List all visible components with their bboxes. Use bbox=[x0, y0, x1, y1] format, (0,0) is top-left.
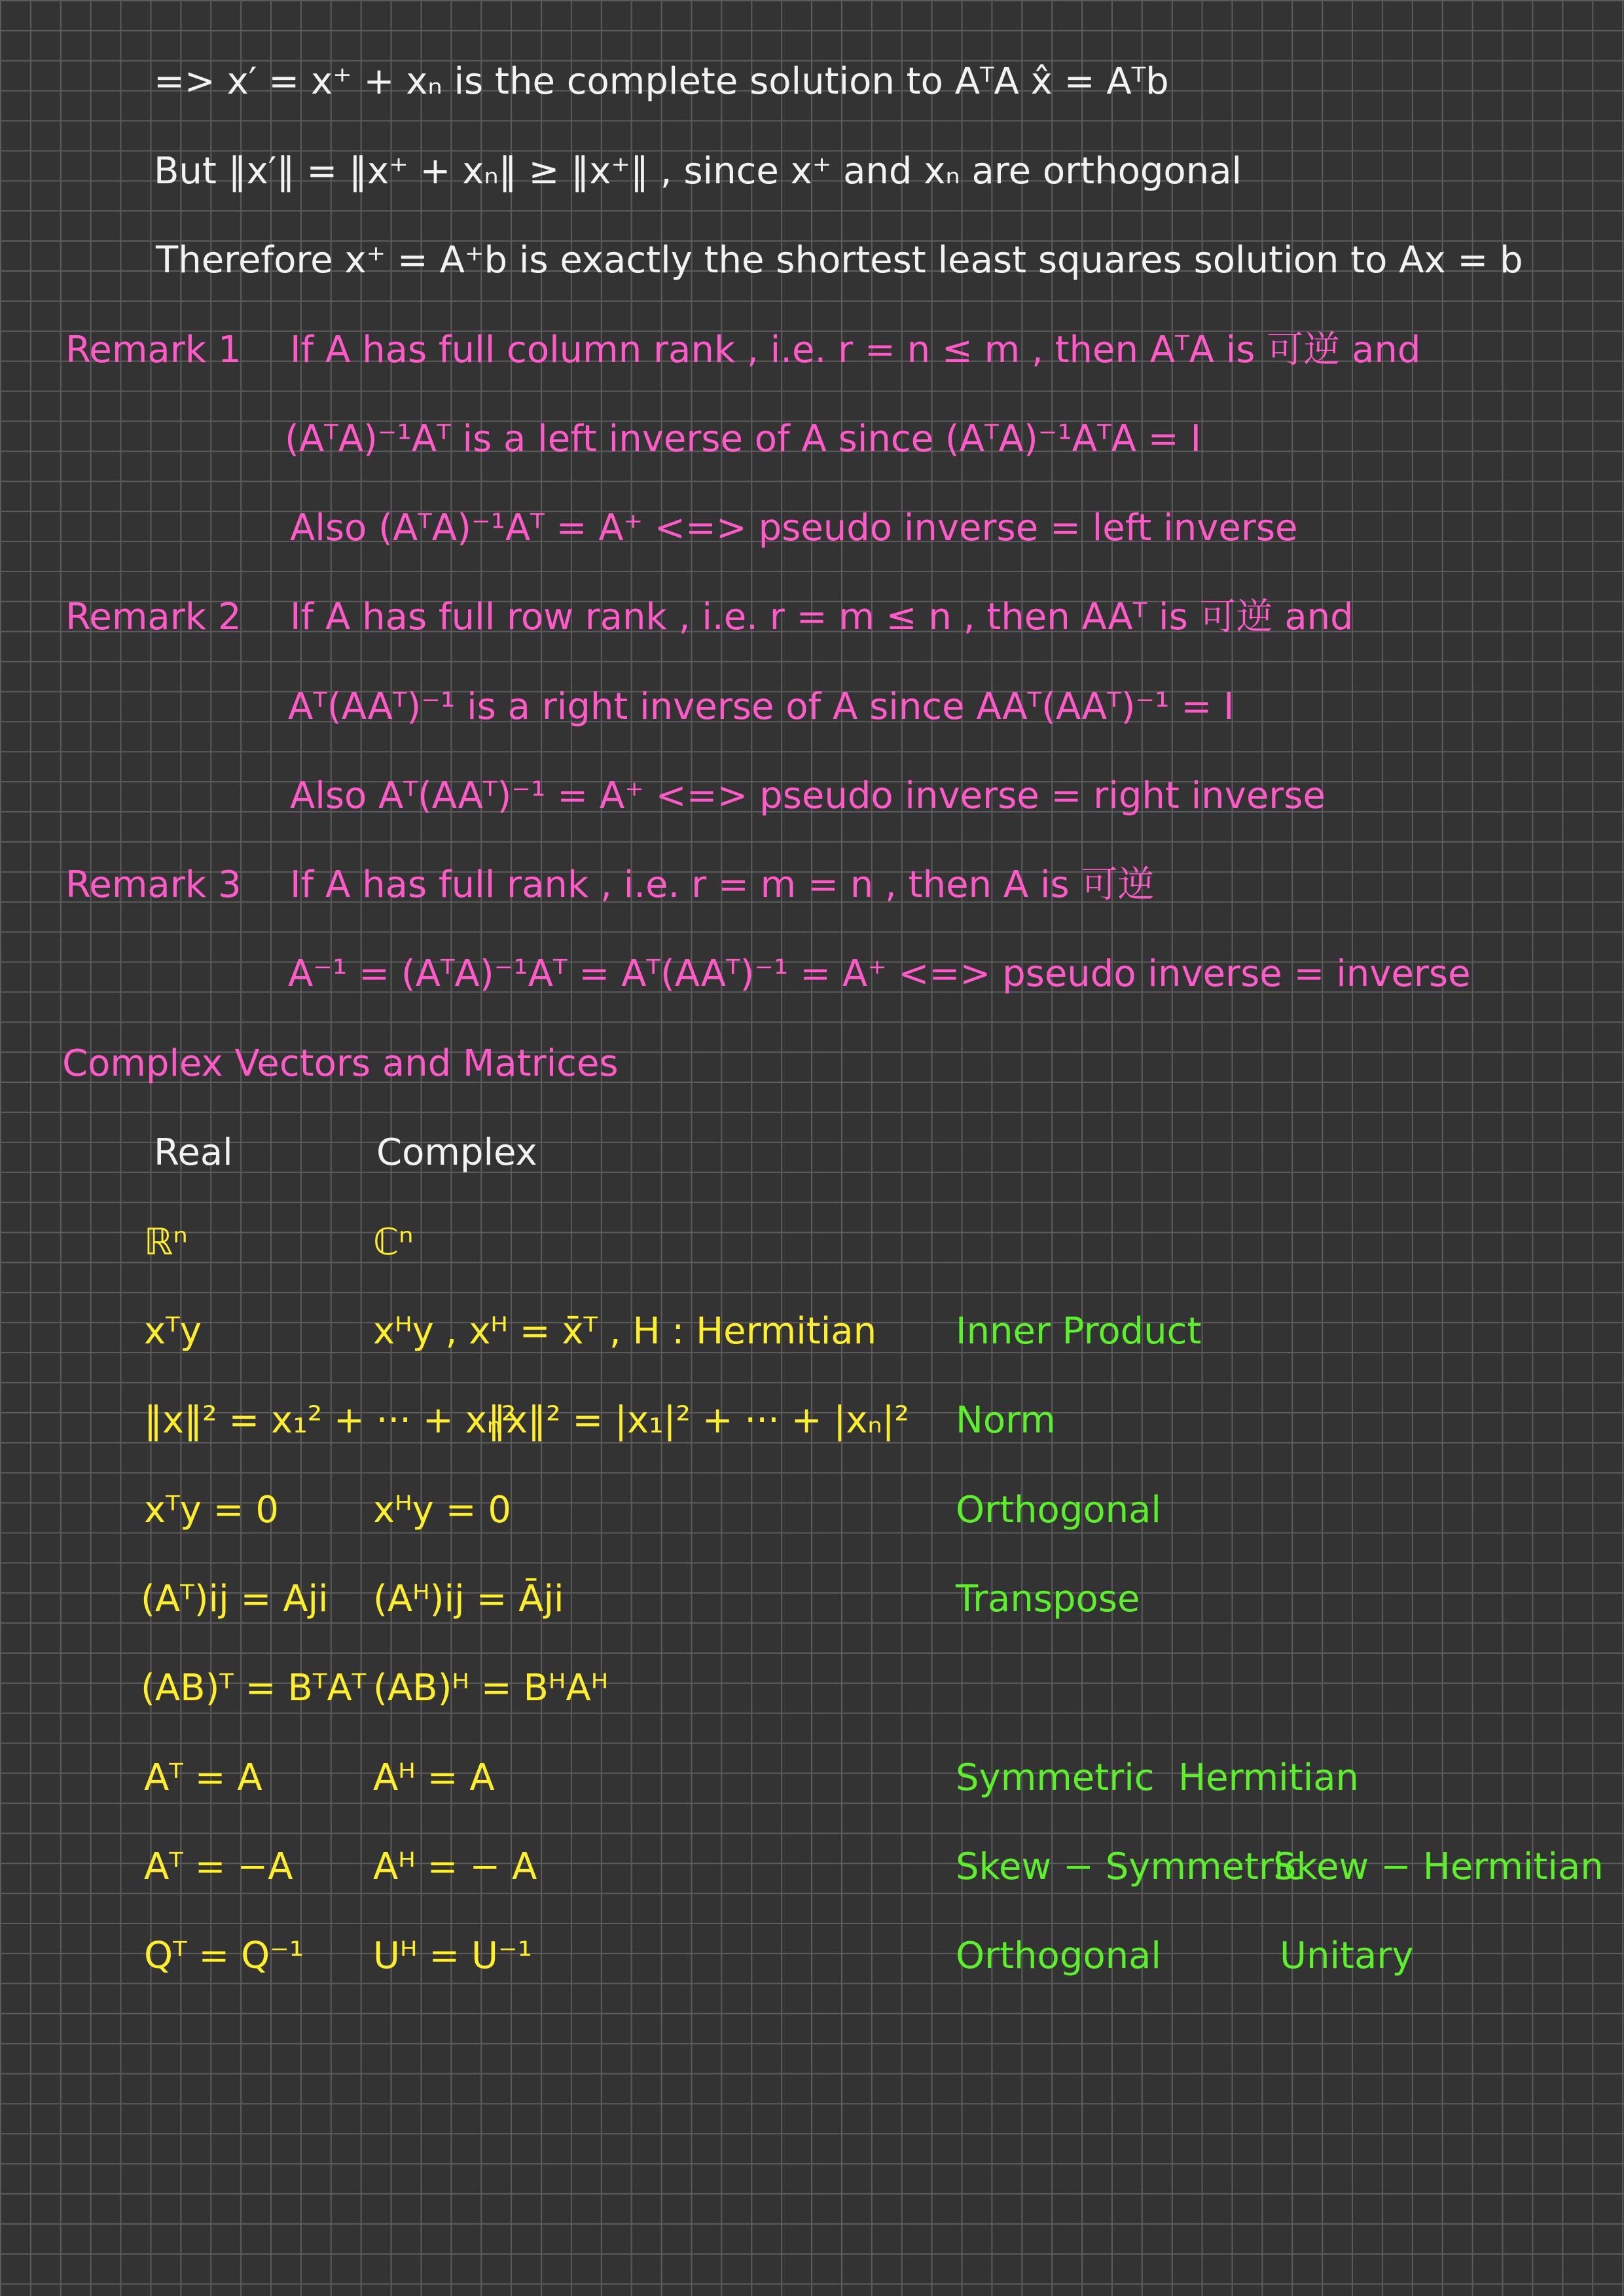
complex-cell: ℂⁿ bbox=[373, 1221, 414, 1264]
real-cell: Aᵀ = A bbox=[144, 1757, 262, 1799]
table-row bbox=[0, 1216, 1624, 1269]
real-cell: Qᵀ = Q⁻¹ bbox=[144, 1935, 304, 1977]
proof-line-3: Therefore x⁺ = A⁺b is exactly the shortest least squares solution to Ax = b bbox=[156, 239, 1523, 282]
property-name-complex: Skew − Hermitian bbox=[1273, 1846, 1604, 1888]
property-name: Orthogonal bbox=[956, 1935, 1161, 1977]
property-name: Skew − Symmetric bbox=[956, 1846, 1305, 1888]
remark-1-label: Remark 1 bbox=[65, 329, 242, 371]
remark-1-line-1: If A has full column rank , i.e. r = n ≤ m , then AᵀA is 可逆 and bbox=[290, 329, 1421, 371]
complex-cell: Uᴴ = U⁻¹ bbox=[373, 1935, 533, 1977]
table-row bbox=[0, 1841, 1624, 1893]
proof-line-2: But ‖x′‖ = ‖x⁺ + xₙ‖ ≥ ‖x⁺‖ , since x⁺ and xₙ are orthogonal bbox=[154, 150, 1242, 192]
remark-3-line-1: If A has full rank , i.e. r = m = n , then A is 可逆 bbox=[290, 864, 1155, 906]
column-header-complex: Complex bbox=[376, 1131, 537, 1174]
remark-2-label: Remark 2 bbox=[65, 596, 242, 638]
property-name: Inner Product bbox=[956, 1310, 1202, 1353]
real-cell: Aᵀ = −A bbox=[144, 1846, 293, 1888]
complex-cell: Aᴴ = − A bbox=[373, 1846, 537, 1888]
complex-cell: xᴴy , xᴴ = x̄ᵀ , H : Hermitian bbox=[373, 1310, 877, 1353]
real-cell: xᵀy bbox=[144, 1310, 202, 1353]
real-cell: xᵀy = 0 bbox=[144, 1489, 279, 1531]
real-cell: ‖x‖² = x₁² + ··· + xₙ² bbox=[144, 1399, 516, 1442]
property-name: Symmetric bbox=[956, 1757, 1155, 1799]
table-row bbox=[0, 1394, 1624, 1447]
table-row bbox=[0, 1305, 1624, 1358]
table-row bbox=[0, 1752, 1624, 1804]
complex-cell: (Aᴴ)ij = Āji bbox=[373, 1578, 564, 1620]
table-row bbox=[0, 1930, 1624, 1982]
complex-cell: (AB)ᴴ = BᴴAᴴ bbox=[373, 1667, 609, 1709]
property-name-complex: Unitary bbox=[1280, 1935, 1414, 1977]
section-title: Complex Vectors and Matrices bbox=[62, 1042, 619, 1085]
property-name: Transpose bbox=[956, 1578, 1140, 1620]
remark-1-line-3: Also (AᵀA)⁻¹Aᵀ = A⁺ <=> pseudo inverse = left inverse bbox=[290, 507, 1298, 549]
remark-2-line-3: Also Aᵀ(AAᵀ)⁻¹ = A⁺ <=> pseudo inverse = right inverse bbox=[290, 774, 1326, 817]
table-row bbox=[0, 1662, 1624, 1715]
real-cell: (AB)ᵀ = BᵀAᵀ bbox=[141, 1667, 367, 1709]
real-cell: ℝⁿ bbox=[144, 1221, 188, 1264]
property-name: Orthogonal bbox=[956, 1489, 1161, 1531]
remark-2-line-1: If A has full row rank , i.e. r = m ≤ n , then AAᵀ is 可逆 and bbox=[290, 596, 1354, 638]
table-row bbox=[0, 1484, 1624, 1537]
column-header-real: Real bbox=[154, 1131, 233, 1174]
complex-cell: Aᴴ = A bbox=[373, 1757, 495, 1799]
complex-cell: xᴴy = 0 bbox=[373, 1489, 511, 1531]
real-cell: (Aᵀ)ij = Aji bbox=[141, 1578, 329, 1620]
property-name-complex: Hermitian bbox=[1178, 1757, 1360, 1799]
table-row bbox=[0, 1573, 1624, 1626]
remark-3-line-2: A⁻¹ = (AᵀA)⁻¹Aᵀ = Aᵀ(AAᵀ)⁻¹ = A⁺ <=> pseudo inverse = inverse bbox=[288, 953, 1471, 995]
remark-2-line-2: Aᵀ(AAᵀ)⁻¹ is a right inverse of A since AAᵀ(AAᵀ)⁻¹ = I bbox=[288, 685, 1235, 728]
property-name: Norm bbox=[956, 1399, 1056, 1442]
remark-3-label: Remark 3 bbox=[65, 864, 242, 906]
proof-line-1: => x′ = x⁺ + xₙ is the complete solution to AᵀA x̂ = Aᵀb bbox=[154, 60, 1169, 103]
complex-cell: ‖x‖² = |x₁|² + ··· + |xₙ|² bbox=[488, 1399, 909, 1442]
remark-1-line-2: (AᵀA)⁻¹Aᵀ is a left inverse of A since (AᵀA)⁻¹AᵀA = I bbox=[285, 418, 1201, 460]
